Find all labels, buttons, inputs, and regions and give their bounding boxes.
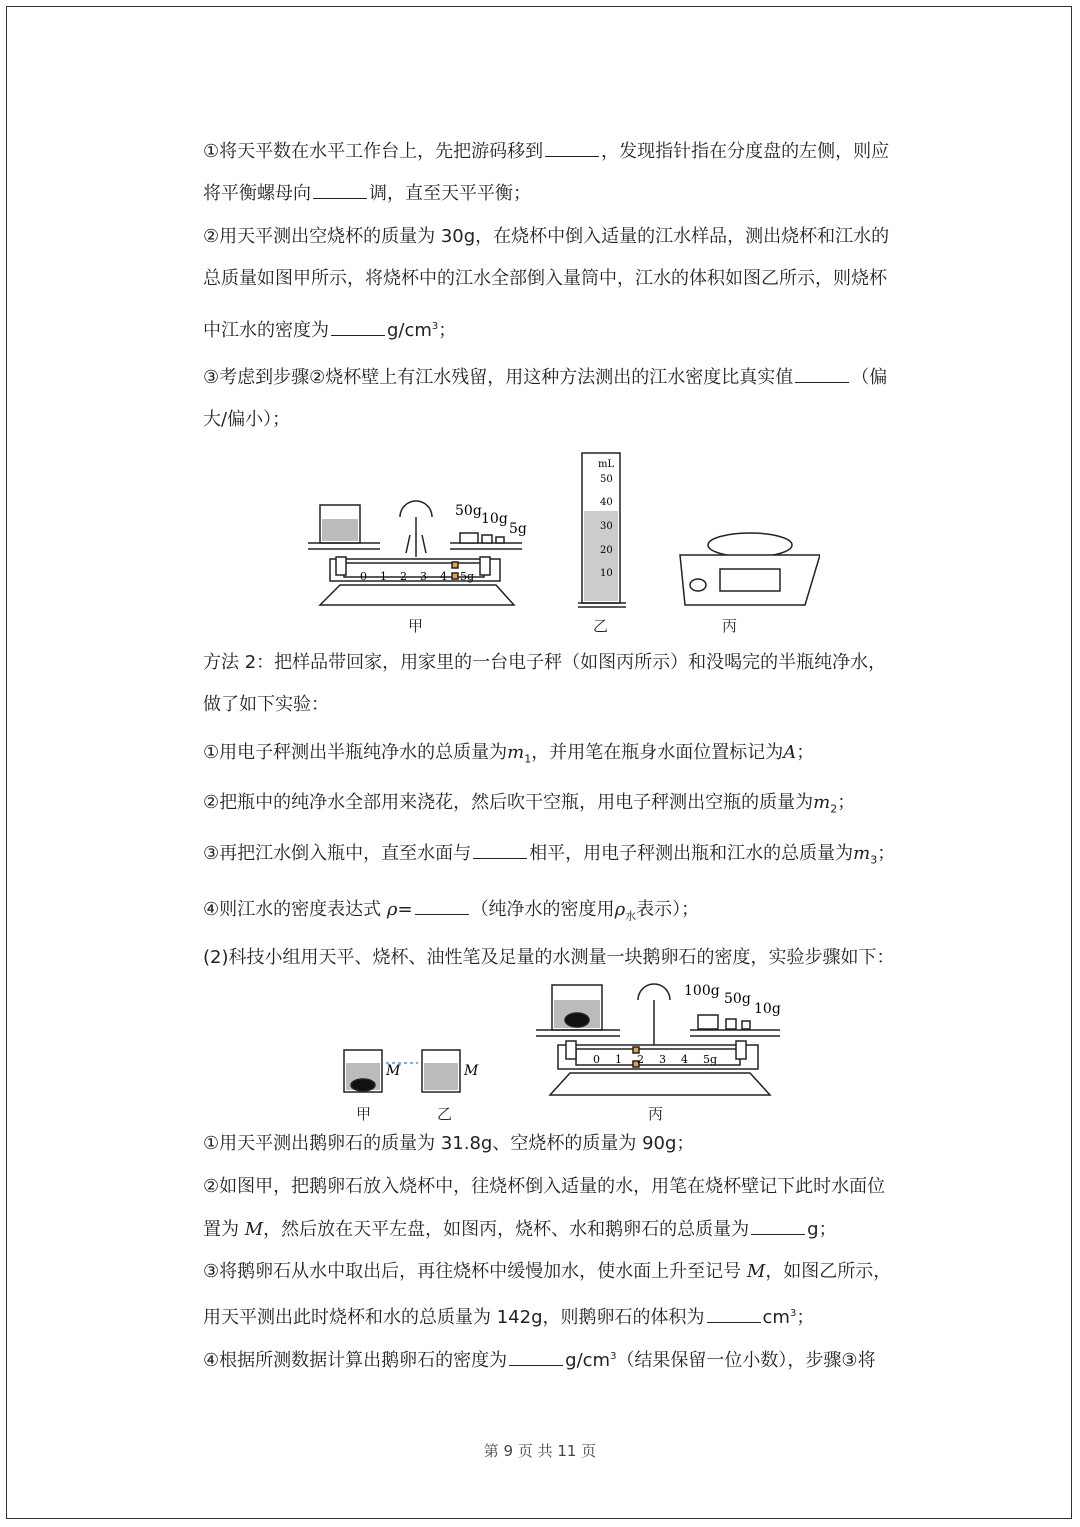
- scale-tick: 2: [400, 570, 407, 583]
- p2-step3-line1: ③将鹅卵石从水中取出后，再往烧杯中缓慢加水，使水面上升至记号 M，如图乙所示，: [203, 1261, 892, 1282]
- caption-bing: 丙: [648, 1105, 664, 1123]
- figure1-apparatus: [300, 445, 820, 640]
- weight-label: 5g: [509, 521, 527, 537]
- m1-step2-line2: 总质量如图甲所示，将烧杯中的江水全部倒入量筒中，江水的体积如图乙所示，则烧杯: [203, 268, 887, 289]
- mark-m-yi: M: [464, 1063, 479, 1079]
- weight-label: 50g: [724, 991, 751, 1007]
- answer-blank[interactable]: [473, 842, 527, 859]
- mark-m-jia: M: [386, 1063, 401, 1079]
- scale-tick: 0: [360, 570, 367, 583]
- cylinder-tick: 30: [600, 521, 613, 532]
- m1-step2-line3: 中江水的密度为 $g/cm^3$；: [203, 320, 457, 341]
- p2-step2-line2: 置为 M，然后放在天平左盘，如图丙，烧杯、水和鹅卵石的总质量为 g；: [203, 1219, 837, 1240]
- scale-tick: 3: [420, 570, 427, 583]
- m1-step1-line2: 将平衡螺母向 调，直至天平平衡；: [203, 183, 531, 204]
- beaker-yi: [422, 1050, 460, 1092]
- m2-step1: ①用电子秤测出半瓶纯净水的总质量为$m_1$，并用笔在瓶身水面位置标记为A；: [203, 742, 815, 766]
- scale-tick: 1: [380, 570, 387, 583]
- answer-blank[interactable]: [509, 1349, 563, 1366]
- answer-blank[interactable]: [707, 1306, 761, 1323]
- scale-tick: 5g: [703, 1053, 718, 1066]
- answer-blank[interactable]: [795, 366, 849, 383]
- figure2-apparatus: [330, 975, 800, 1110]
- scale-tick: 0: [593, 1053, 600, 1066]
- m2-intro-line1: 方法 2：把样品带回家，用家里的一台电子秤（如图丙所示）和没喝完的半瓶纯净水，: [203, 652, 887, 673]
- caption-jia: 甲: [408, 617, 424, 635]
- cylinder-unit: mL: [598, 459, 615, 470]
- answer-blank[interactable]: [751, 1218, 805, 1235]
- answer-blank[interactable]: [545, 140, 599, 157]
- m1-step1-line1: ①将天平数在水平工作台上，先把游码移到 ，发现指针指在分度盘的左侧，则应: [203, 141, 890, 162]
- weight-label: 10g: [754, 1001, 781, 1017]
- scale-tick: 2: [637, 1053, 644, 1066]
- m1-step3-line1: ③考虑到步骤②烧杯壁上有江水残留，用这种方法测出的江水密度比真实值 （偏: [203, 367, 888, 388]
- weight-label: 10g: [481, 511, 508, 527]
- caption-bing: 丙: [722, 617, 738, 635]
- cylinder-tick: 50: [600, 474, 613, 485]
- beaker-jia: [344, 1050, 382, 1092]
- p2-step2-line1: ②如图甲，把鹅卵石放入烧杯中，往烧杯倒入适量的水，用笔在烧杯壁记下此时水面位: [203, 1176, 886, 1197]
- scale-tick: 1: [615, 1053, 622, 1066]
- caption-yi: 乙: [437, 1105, 453, 1123]
- weight-label: 100g: [684, 983, 720, 999]
- p2-step1: ①用天平测出鹅卵石的质量为 31.8g、空烧杯的质量为 90g；: [203, 1133, 695, 1154]
- scale-tick: 4: [681, 1053, 688, 1066]
- p2-step3-line2: 用天平测出此时烧杯和水的总质量为 142g，则鹅卵石的体积为 $cm^3$；: [203, 1307, 815, 1328]
- m1-step2-line1: ②用天平测出空烧杯的质量为 30g，在烧杯中倒入适量的江水样品，测出烧杯和江水的: [203, 226, 890, 247]
- p2-step4-line1: ④根据所测数据计算出鹅卵石的密度为 $g/cm^3$（结果保留一位小数），步骤③将: [203, 1350, 876, 1371]
- answer-blank[interactable]: [415, 898, 469, 915]
- m2-step3: ③再把江水倒入瓶中，直至水面与 相平，用电子秤测出瓶和江水的总质量为$m_3$；: [203, 843, 896, 867]
- m1-step3-line2: 大/偏小）；: [203, 409, 291, 430]
- electronic-scale: [680, 533, 820, 605]
- scale-tick: 4: [440, 570, 447, 583]
- caption-jia: 甲: [356, 1105, 372, 1123]
- m2-step4: ④则江水的密度表达式 ρ= （纯净水的密度用$\rho_水$表示）；: [203, 899, 700, 923]
- caption-yi: 乙: [593, 617, 609, 635]
- m2-step2: ②把瓶中的纯净水全部用来浇花，然后吹干空瓶，用电子秤测出空瓶的质量为$m_2$；: [203, 792, 856, 816]
- answer-blank[interactable]: [331, 319, 385, 336]
- weight-label: 50g: [455, 503, 482, 519]
- m2-intro-line2: 做了如下实验：: [203, 694, 329, 715]
- cylinder-tick: 10: [600, 568, 613, 579]
- answer-blank[interactable]: [313, 182, 367, 199]
- page-footer: 第 9 页 共 11 页: [483, 1442, 597, 1460]
- cylinder-tick: 40: [600, 497, 613, 508]
- part2-intro: (2)科技小组用天平、烧杯、油性笔及足量的水测量一块鹅卵石的密度，实验步骤如下：: [203, 947, 895, 968]
- scale-tick: 5g: [460, 570, 475, 583]
- cylinder-tick: 20: [600, 545, 613, 556]
- scale-tick: 3: [659, 1053, 666, 1066]
